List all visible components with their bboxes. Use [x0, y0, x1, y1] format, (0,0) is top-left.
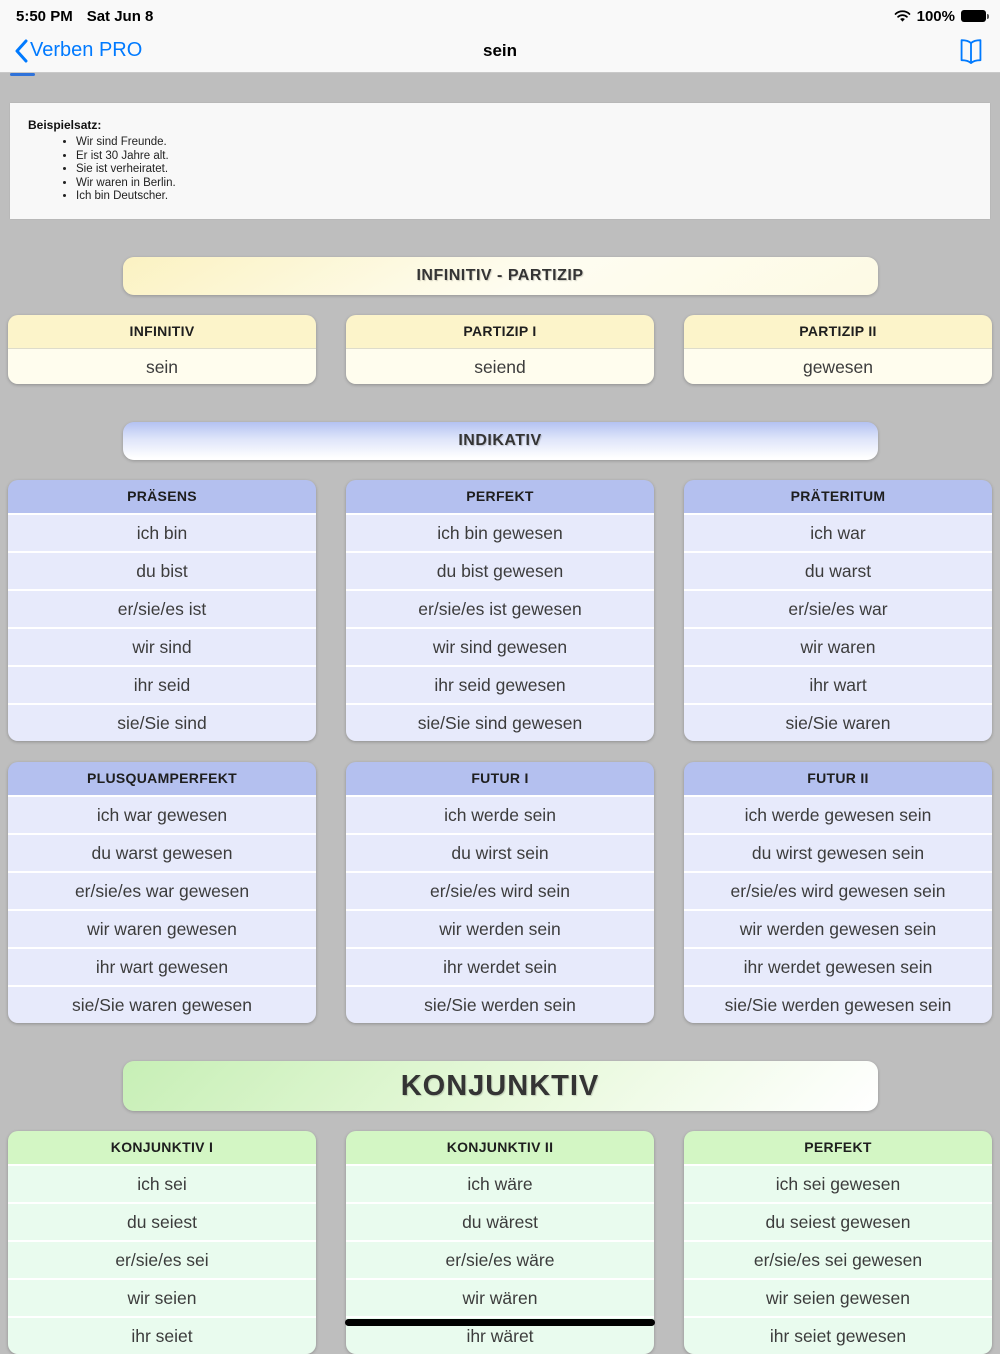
content-area[interactable]: [0, 103, 1000, 1354]
card-header: FUTUR II: [684, 762, 992, 795]
conjugation-row: ich war: [684, 513, 992, 551]
conjugation-row: sie/Sie werden gewesen sein: [684, 985, 992, 1023]
example-item: • Ich bin Deutscher.: [76, 190, 972, 204]
example-item: • Sie ist verheiratet.: [76, 163, 972, 177]
conjugation-row: du warst: [684, 551, 992, 589]
conjugation-row: gewesen: [684, 348, 992, 384]
conjugation-row: er/sie/es ist gewesen: [346, 589, 654, 627]
status-bar: [0, 0, 1000, 28]
conjugation-row: wir waren: [684, 627, 992, 665]
conjugation-row: sie/Sie sind gewesen: [346, 703, 654, 741]
conjugation-card: [346, 480, 654, 741]
example-sentences-box: [10, 103, 990, 219]
example-list: [76, 136, 972, 204]
conjugation-card: [684, 1131, 992, 1354]
conjugation-row: du wirst gewesen sein: [684, 833, 992, 871]
section-title-indikativ: INDIKATIV: [123, 422, 878, 460]
card-header: KONJUNKTIV I: [8, 1131, 316, 1164]
conjugation-row: ihr seid gewesen: [346, 665, 654, 703]
open-book-icon: [956, 37, 986, 65]
conjugation-row: du wärest: [346, 1202, 654, 1240]
conjugation-card: [8, 762, 316, 1023]
conjugation-card: [8, 480, 316, 741]
conjugation-row: er/sie/es wäre: [346, 1240, 654, 1278]
conjugation-row: ich sei: [8, 1164, 316, 1202]
conjugation-card: [684, 480, 992, 741]
conjugation-row: wir werden sein: [346, 909, 654, 947]
example-item: • Er ist 30 Jahre alt.: [76, 150, 972, 164]
navigation-bar: [0, 28, 1000, 73]
card-group: [0, 480, 1000, 741]
conjugation-row: wir werden gewesen sein: [684, 909, 992, 947]
conjugation-card: [346, 315, 654, 384]
conjugation-row: er/sie/es sei: [8, 1240, 316, 1278]
battery-percent: 100%: [916, 7, 955, 25]
conjugation-row: wir seien gewesen: [684, 1278, 992, 1316]
conjugation-row: er/sie/es war gewesen: [8, 871, 316, 909]
conjugation-row: er/sie/es wird sein: [346, 871, 654, 909]
card-header: PERFEKT: [684, 1131, 992, 1164]
conjugation-row: er/sie/es ist: [8, 589, 316, 627]
card-header: FUTUR I: [346, 762, 654, 795]
conjugation-row: ihr seiet: [8, 1316, 316, 1354]
conjugation-row: ihr wart: [684, 665, 992, 703]
card-group: [0, 315, 1000, 384]
card-header: PRÄSENS: [8, 480, 316, 513]
conjugation-row: ihr wart gewesen: [8, 947, 316, 985]
conjugation-row: ich war gewesen: [8, 795, 316, 833]
conjugation-row: du bist: [8, 551, 316, 589]
conjugation-row: sie/Sie werden sein: [346, 985, 654, 1023]
conjugation-row: wir sind gewesen: [346, 627, 654, 665]
conjugation-card: [684, 315, 992, 384]
card-group: [0, 762, 1000, 1023]
back-button[interactable]: [14, 39, 142, 63]
conjugation-row: ihr seiet gewesen: [684, 1316, 992, 1354]
conjugation-row: seiend: [346, 348, 654, 384]
conjugation-row: sie/Sie waren gewesen: [8, 985, 316, 1023]
example-item: • Wir sind Freunde.: [76, 136, 972, 150]
conjugation-row: ich wäre: [346, 1164, 654, 1202]
example-title: Beispielsatz:: [28, 118, 102, 132]
conjugation-card: [8, 1131, 316, 1354]
conjugation-row: sie/Sie sind: [8, 703, 316, 741]
conjugation-row: wir wären: [346, 1278, 654, 1316]
conjugation-row: du bist gewesen: [346, 551, 654, 589]
conjugation-row: sie/Sie waren: [684, 703, 992, 741]
scroll-progress-indicator: [10, 73, 35, 76]
conjugation-sections: [0, 257, 1000, 1354]
conjugation-card: [684, 762, 992, 1023]
conjugation-row: ihr seid: [8, 665, 316, 703]
home-indicator[interactable]: [345, 1319, 655, 1326]
section-title-konjunktiv: KONJUNKTIV: [123, 1061, 878, 1111]
conjugation-card: [8, 315, 316, 384]
battery-icon: [961, 10, 986, 22]
conjugation-row: ihr wäret: [346, 1316, 654, 1354]
page-title: sein: [482, 40, 518, 60]
card-header: INFINITIV: [8, 315, 316, 348]
top-chrome: [0, 0, 1000, 73]
back-button-label: Verben PRO: [30, 39, 143, 61]
card-header: PARTIZIP II: [684, 315, 992, 348]
conjugation-row: ihr werdet sein: [346, 947, 654, 985]
bookmark-button[interactable]: [956, 37, 986, 65]
conjugation-row: er/sie/es wird gewesen sein: [684, 871, 992, 909]
card-header: PRÄTERITUM: [684, 480, 992, 513]
conjugation-row: wir sind: [8, 627, 316, 665]
conjugation-row: er/sie/es sei gewesen: [684, 1240, 992, 1278]
conjugation-row: wir waren gewesen: [8, 909, 316, 947]
conjugation-row: ich bin: [8, 513, 316, 551]
conjugation-card: [346, 762, 654, 1023]
conjugation-row: ich bin gewesen: [346, 513, 654, 551]
card-header: PERFEKT: [346, 480, 654, 513]
section-title-infinitiv-partizip: INFINITIV - PARTIZIP: [123, 257, 878, 295]
conjugation-row: du seiest: [8, 1202, 316, 1240]
conjugation-row: du wirst sein: [346, 833, 654, 871]
conjugation-row: wir seien: [8, 1278, 316, 1316]
card-header: KONJUNKTIV II: [346, 1131, 654, 1164]
conjugation-row: er/sie/es war: [684, 589, 992, 627]
card-header: PARTIZIP I: [346, 315, 654, 348]
conjugation-row: sein: [8, 348, 316, 384]
conjugation-row: ich sei gewesen: [684, 1164, 992, 1202]
wifi-icon: [894, 10, 911, 23]
status-time: 5:50 PM: [16, 7, 73, 25]
example-item: • Wir waren in Berlin.: [76, 177, 972, 191]
conjugation-row: ich werde gewesen sein: [684, 795, 992, 833]
conjugation-row: ich werde sein: [346, 795, 654, 833]
card-header: PLUSQUAMPERFEKT: [8, 762, 316, 795]
conjugation-row: ihr werdet gewesen sein: [684, 947, 992, 985]
chevron-left-icon: [14, 39, 28, 63]
conjugation-row: du seiest gewesen: [684, 1202, 992, 1240]
conjugation-row: du warst gewesen: [8, 833, 316, 871]
status-date: Sat Jun 8: [86, 7, 154, 25]
